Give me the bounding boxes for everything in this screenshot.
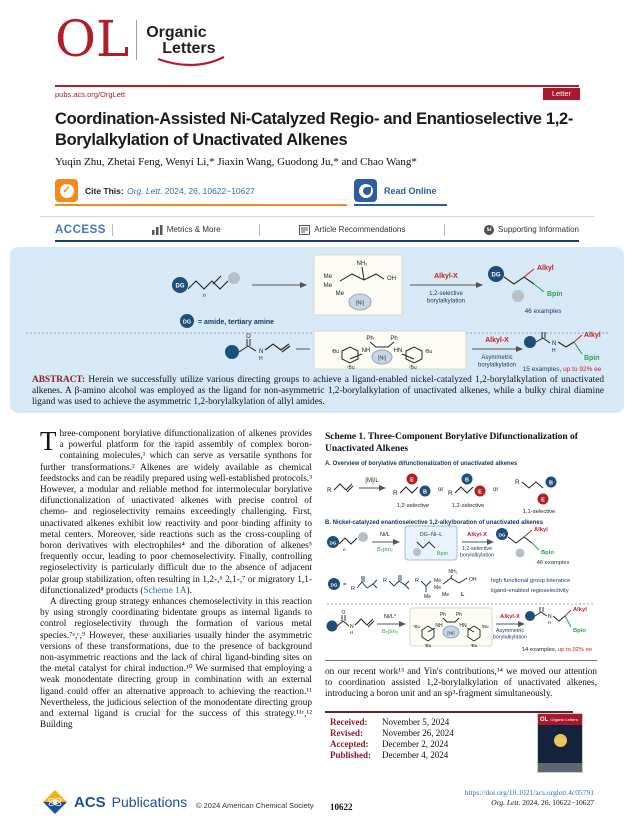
svg-text:Ph: Ph [439, 612, 447, 618]
ga-cond1-line2: borylalkylation [426, 298, 466, 305]
svg-text:ᵗBu: ᵗBu [482, 624, 489, 629]
accepted-value: December 2, 2024 [382, 739, 449, 749]
scheme-a-product-3 [515, 477, 557, 516]
scheme-b-nil: Ni/L [379, 532, 391, 538]
ga-alkylx-label-1: Alkyl-X [434, 273, 458, 280]
body-column-left [40, 426, 312, 731]
svg-text:R: R [515, 479, 520, 486]
footer-citation-rest: 2024, 26, 10622−10627 [520, 797, 594, 807]
svg-text:NH₂: NH₂ [356, 261, 368, 267]
svg-text:HN: HN [459, 623, 467, 629]
ga-cond2-line1: Asymmetric [481, 355, 513, 361]
scheme-1-figure [325, 458, 597, 658]
svg-text:Alkyl: Alkyl [537, 265, 554, 272]
ga-product-1 [488, 265, 563, 302]
svg-text:E: E [478, 489, 482, 496]
svg-text:R: R [351, 586, 355, 592]
access-link[interactable]: ACCESS [55, 223, 106, 236]
published-value: December 4, 2024 [382, 750, 449, 760]
svg-text:Ph: Ph [455, 612, 463, 618]
published-row [330, 750, 454, 761]
svg-text:Bpin: Bpin [547, 291, 563, 298]
body-paragraph-3: on our recent work¹³ and Yin's contributions,¹⁴ we moved our attention to coordination assisted 1,2-borylalkylation of unactivated alkenes, introducing a boron unit and an sp³-fragment simultaneously. [325, 667, 597, 700]
scheme-c-cond1: Asymmetric [495, 628, 525, 634]
scheme-b-examples: 46 examples [536, 560, 570, 566]
dates-block [330, 717, 454, 761]
scheme-a-or1: or [438, 487, 444, 493]
supporting-info-label: Supporting Information [498, 225, 579, 234]
svg-text:n: n [343, 547, 346, 552]
svg-text:high functional group toleranc: high functional group tolerance [491, 578, 571, 584]
svg-text:ᵗBu: ᵗBu [424, 643, 432, 648]
svg-text:Bpin: Bpin [541, 550, 554, 556]
header-rule [55, 85, 579, 87]
recommendations-link[interactable] [299, 225, 405, 235]
author-list: Yuqin Zhu, Zhetai Feng, Wenyi Li,* Jiaxin Wang, Guodong Ju,* and Chao Wang* [55, 156, 417, 168]
received-row [330, 717, 454, 728]
cite-this-label: Cite This: [85, 186, 124, 196]
doi-link[interactable]: https://doi.org/10.1021/acs.orglett.4c05791 [464, 788, 594, 797]
scheme-b-product [496, 527, 554, 558]
svg-text:NH: NH [435, 623, 443, 629]
drop-cap: T [40, 426, 57, 456]
scheme-1a-link[interactable]: Scheme 1A [143, 585, 187, 596]
scheme-c-cond2: borylalkylation [492, 634, 528, 641]
scheme-c-ligand [410, 608, 492, 648]
svg-text:Alkyl: Alkyl [534, 527, 548, 533]
svg-text:=: = [343, 582, 347, 588]
svg-text:E: E [410, 477, 414, 484]
svg-text:Me: Me [424, 594, 431, 600]
revised-label: Revised: [330, 728, 363, 738]
svg-text:NH: NH [361, 348, 371, 354]
dates-rule [325, 711, 573, 713]
revised-value: November 26, 2024 [382, 728, 454, 738]
svg-text:1,2-selective: 1,2-selective [451, 503, 485, 509]
svg-text:OH: OH [387, 276, 396, 282]
scheme-b-alkylx: Alkyl-X [467, 532, 487, 538]
svg-text:= amide, tertiary amine: = amide, tertiary amine [198, 319, 275, 326]
ga-ligand-diamine [314, 331, 466, 371]
svg-text:R: R [448, 490, 453, 497]
scheme-title: Scheme 1. Three-Component Borylative Difunctionalization of Unactivated Alkenes [325, 432, 578, 454]
journal-url-link[interactable]: pubs.acs.org/OrgLett [55, 90, 126, 99]
scheme-c-b2pin2: B₂pin₂ [381, 629, 399, 635]
scheme-a-substrate [327, 484, 353, 494]
ga-substrate-2 [225, 334, 290, 362]
journal-cover-thumbnail [537, 713, 583, 773]
ga-examples-2: 15 examples, up to 92% ee [522, 366, 602, 373]
document-icon [299, 225, 310, 235]
cover-masthead [538, 714, 582, 725]
svg-text:N: N [350, 624, 354, 630]
scheme-c-nil: Ni/L* [383, 614, 397, 620]
accepted-label: Accepted: [330, 739, 369, 749]
svg-text:Me: Me [434, 578, 441, 584]
received-label: Received: [330, 717, 368, 727]
svg-text:H: H [259, 356, 263, 362]
svg-text:HN: HN [393, 348, 403, 354]
journal-name-line2: Letters [162, 40, 216, 57]
svg-text:NH₂: NH₂ [448, 569, 458, 575]
read-online-button[interactable] [354, 179, 437, 202]
svg-text:1,2-selective: 1,2-selective [396, 503, 430, 509]
si-icon: sı [484, 225, 494, 235]
scheme-a-product-2 [448, 474, 486, 510]
body-paragraph-1 [40, 426, 312, 597]
scheme-b-intermediate [405, 526, 457, 560]
recommendations-label: Article Recommendations [314, 225, 406, 234]
svg-text:Bpin: Bpin [573, 628, 586, 634]
scheme-dg-definitions [328, 569, 570, 600]
ga-dg-legend [180, 314, 274, 328]
accepted-row [330, 739, 454, 750]
cover-ground-image [538, 763, 582, 772]
journal-name-line1: Organic [146, 24, 207, 41]
svg-text:N: N [259, 349, 264, 355]
abstract-paragraph [32, 375, 604, 409]
svg-text:DG: DG [330, 582, 338, 588]
svg-text:Bpin: Bpin [437, 551, 449, 557]
scheme-b-substrate [327, 532, 368, 552]
cover-moon-image [554, 734, 567, 747]
svg-text:ᵗBu: ᵗBu [347, 365, 355, 371]
ga-cond2-line2: borylalkylation [477, 362, 517, 369]
received-value: November 5, 2024 [382, 717, 450, 727]
svg-text:[Ni]: [Ni] [447, 631, 455, 637]
svg-text:N: N [552, 341, 557, 347]
citation-link[interactable] [127, 186, 255, 196]
logo-divider [136, 20, 137, 60]
svg-text:DG: DG [491, 272, 501, 279]
body-paragraph-2: A directing group strategy enhances chemoselectivity in this reaction by using strongly coordinating bidentate groups as internal ligands to control regioselectivity through the formation of various metal species.⁷ᵃ,ᶜ,⁹ However, these auxiliaries usually hinder the asymmetric versions of these transformations, due to the presence of background non-asymmetric reactions and the lack of chiral ligand-binding sites on the metal catalyst for chiral induction.¹⁰ We surmised that employing a weak monodentate directing group in combination with an external ligand could offer an alternative approach to achieving the reaction.¹¹ Nevertheless, the judicious selection of the monodentate directing group and external ligand is crucial for the success of this strategy.¹¹ᶜ,¹² Building [40, 597, 312, 731]
svg-text:R: R [327, 487, 332, 494]
svg-text:B: B [549, 480, 553, 487]
svg-text:Me: Me [323, 274, 332, 280]
article-title: Coordination-Assisted Ni-Catalyzed Regio- and Enantioselective 1,2-Borylalkylation of Unactivated Alkenes [55, 110, 574, 149]
copyright-text: © 2024 American Chemical Society [196, 801, 314, 810]
footer-citation-journal: Org. Lett. [491, 797, 521, 807]
ga-examples-1: 46 examples [524, 308, 562, 315]
cover-name: Organic Letters [550, 717, 578, 722]
bar-chart-icon [152, 225, 163, 235]
access-bar [55, 221, 579, 238]
cover-ol: OL [540, 716, 549, 723]
ga-product-2 [524, 332, 601, 362]
scheme-bottom-rule [325, 660, 597, 661]
svg-text:ᵗBu: ᵗBu [413, 624, 420, 629]
ga-ligand-aminoalcohol [314, 255, 402, 315]
svg-text:1,1-selective: 1,1-selective [522, 509, 556, 515]
svg-text:N: N [548, 614, 552, 620]
metrics-link[interactable] [152, 225, 221, 235]
svg-text:ᵗBu: ᵗBu [331, 349, 339, 355]
svg-text:Alkyl: Alkyl [573, 607, 587, 613]
ga-alkylx-label-2: Alkyl-X [485, 337, 509, 344]
publications-wordmark: Publications [111, 793, 188, 810]
article-type-badge: Letter [543, 88, 580, 100]
svg-text:OH: OH [469, 577, 477, 583]
ga-substrate-1 [172, 272, 240, 299]
svg-text:[Ni]: [Ni] [355, 300, 365, 307]
scheme-c-product [525, 607, 587, 634]
svg-text:B: B [465, 477, 469, 484]
scheme-a-or2: or [493, 487, 499, 493]
scheme-b-b2pin2: B₂pin₂ [376, 547, 394, 553]
citation-journal: Org. Lett. [127, 186, 163, 196]
svg-text:R: R [393, 490, 398, 497]
svg-text:Me: Me [323, 283, 332, 289]
citation-rest: 2024, 26, 10622−10627 [162, 186, 255, 196]
ga-cond1-line1: 1,2-selective [429, 291, 463, 297]
scheme-b-cond1: 1,2-selective [461, 546, 493, 552]
svg-text:DG: DG [329, 540, 337, 546]
cite-check-icon[interactable]: ✓ [55, 179, 78, 202]
svg-text:DG–Ni–L: DG–Ni–L [419, 532, 443, 538]
published-label: Published: [330, 750, 372, 760]
access-top-rule [40, 216, 594, 217]
scheme-section-b-header: B. Nickel-catalyzed enantioselective 1,2-alkylboration of unactivated alkenes [325, 520, 544, 526]
svg-text:DG: DG [175, 283, 185, 290]
svg-text:ligand-enabled regioselectivit: ligand-enabled regioselectivity [491, 588, 569, 594]
svg-text:H: H [552, 348, 556, 354]
svg-text:H: H [548, 620, 552, 625]
page-number: 10622 [330, 802, 353, 812]
svg-text:[Ni]: [Ni] [377, 355, 387, 362]
svg-text:E: E [541, 497, 545, 504]
svg-text:Ph: Ph [366, 336, 374, 342]
svg-text:n: n [203, 293, 206, 299]
read-online-icon [354, 179, 377, 202]
journal-logo-abbr: OL [55, 10, 130, 68]
access-divider [112, 224, 113, 236]
abstract-heading: ABSTRACT: [32, 375, 86, 385]
svg-text:O: O [246, 334, 251, 340]
read-online-label: Read Online [384, 185, 437, 196]
logo-swoosh [156, 56, 228, 74]
graphical-abstract-figure [10, 249, 624, 373]
access-divider2 [259, 224, 260, 236]
cite-underline [55, 204, 347, 206]
svg-text:O: O [341, 610, 346, 616]
footer-citation [465, 798, 594, 808]
svg-text:L: L [461, 592, 465, 598]
scheme-c-substrate [327, 610, 375, 635]
access-bottom-rule [55, 240, 579, 242]
metrics-label: Metrics & More [166, 225, 221, 234]
svg-text:ᵗBu: ᵗBu [425, 349, 433, 355]
scheme-a-product-1 [393, 474, 431, 510]
journal-name [146, 10, 215, 68]
supporting-info-link[interactable] [484, 225, 579, 235]
acs-wordmark: ACS [74, 793, 106, 811]
journal-logo [55, 10, 216, 68]
svg-text:B: B [423, 489, 427, 496]
svg-text:Ph: Ph [390, 336, 398, 342]
abstract-text: Herein we successfully utilize various directing groups to achieve a ligand-enabled nickel-catalyzed 1,2-borylalkylation of unactivated alkenes. A β-amino alcohol was employed as the ligand for non-asymmetric 1,2-borylalkylation of unactivated alkenes, while a bulky chiral diamine ligand was used to achieve the asymmetric 1,2-borylalkylation of allyl amides. [32, 375, 604, 408]
doi-block [465, 788, 594, 807]
scheme-c-alkylx: Alkyl-X [500, 614, 520, 620]
scheme-c-examples: 14 examples, up to 92% ee [521, 647, 593, 653]
svg-text:ᵗBu: ᵗBu [409, 365, 417, 371]
acs-diamond-icon [42, 789, 68, 815]
access-divider3 [444, 224, 445, 236]
paragraph-1-text: hree-component borylative difunctionalization of alkenes provides a powerful platform for the rapid assembly of complex boron-containing molecules,¹ which can serve as versatile synthons for further transformations.² Alkenes are widely available as chemical feedstocks and can be readily prepared using well-established protocols.³ However, a modular and reliable method for intermolecular borylative difunctionalization of unactivated alkenes with precise control of chemo- and regioselectivity remains exceedingly challenging. First, unactivated alkenes exhibit low reactivity and poor binding affinity to metal centers. Moreover, side reactions such as the cross-coupling of boron derivatives with electrophiles⁴ and the diboration of alkenes⁵ frequently occur, leading to poor chemoselectivity. Finally, controlling regioselectivity is particularly difficult due to the absence of adjacent polar group stabilization, often resulting in 1,2-,⁶ 2,1-,⁷ or migratory 1,1-difunctionalized⁸ products ( [40, 429, 312, 596]
svg-text:Me: Me [434, 585, 441, 591]
svg-text:Me: Me [442, 592, 449, 598]
svg-text:R: R [415, 578, 419, 584]
svg-text:H: H [350, 630, 354, 635]
svg-text:DG: DG [498, 532, 506, 538]
svg-text:Alkyl: Alkyl [584, 332, 601, 339]
scheme-a-arrow-label: [M]/L [365, 478, 379, 484]
svg-text:R: R [383, 578, 387, 584]
scheme-section-a-header: A. Overview of borylative difunctionalization of unactivated alkenes [325, 461, 518, 467]
svg-text:Me: Me [335, 291, 344, 297]
acs-publications-logo[interactable] [42, 789, 187, 815]
scheme-b-cond2: borylalkylation [459, 552, 495, 559]
revised-row [330, 728, 454, 739]
paragraph-1-end: ). [186, 585, 192, 596]
svg-text:Bpin: Bpin [584, 355, 600, 362]
svg-text:ᵗBu: ᵗBu [470, 643, 478, 648]
svg-text:DG: DG [182, 319, 192, 326]
read-online-underline [354, 204, 447, 206]
